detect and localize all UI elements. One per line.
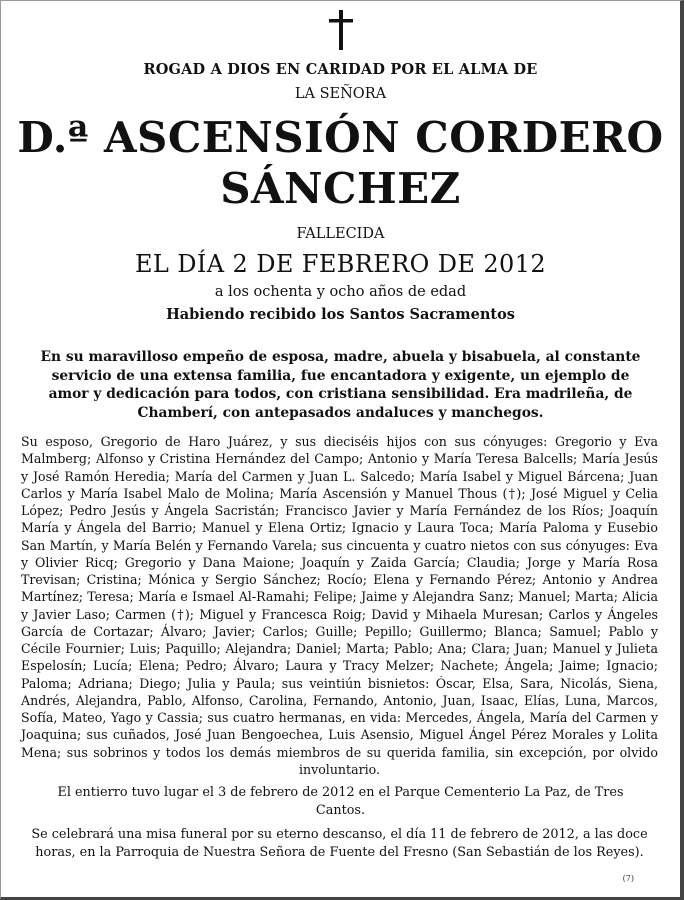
- reference-number: (7): [622, 874, 634, 883]
- title-line: LA SEÑORA: [294, 86, 387, 102]
- family-paragraph: Su esposo, Gregorio de Haro Juárez, y sus dieciséis hijos con sus cónyuges: Gregorio y Eva Malmberg; Alfonso y Cristina Hernández del Campo; Antonio y María Teresa Balcells; María Jesús y José Ramón Heredia; María del Carmen y Juan L. Salcedo; María Isabel y Miguel Bárcena; Juan Carlos y María Isabel Malo de Molina; María Ascensión y Manuel Thous (†); José Miguel y Celia López; Pedro Jesús y Ángela Sacristán; Francisco Javier y María Fernández de los Ríos; Joaquín María y Ángela del Barrio; Manuel y Elena Ortiz; Ignacio y Laura Toca; María Paloma y Eusebio San Martín, y María Belén y Fernando Varela; sus cincuenta y cuatro nietos con sus cónyuges: Eva y Olivier Ricq; Gregorio y Dana Maione; Joaquín y Zaida García; Claudia; Jorge y María Rosa Trevisan; Cristina; Mónica y Sergio Sánchez; Rocío; Elena y Fernando Pérez; Antonio y Andrea Martínez; Teresa; María e Ismael Al-Ramahi; Felipe; Jaime y Alejandra Sanz; Manuel; Marta; Alicia y Javier Laso; Carmen (†); Miguel y Francesca Roig; David y Mihaela Muresan; Carlos y Ángeles García de Cortazar; Álvaro; Javier; Carlos; Guille; Pepillo; Guillermo; Blanca; Samuel; Pablo y Cécile Fournier; Luis; Paquillo; Alejandra; Daniel; Marta; Pablo; Ana; Clara; Juan; Manuel y Julieta Espelosín; Lucía; Elena; Pedro; Álvaro; Laura y Tracy Melzer; Nachete; Ángela; Jaime; Ignacio; Paloma; Adriana; Diego; Julia y Paula; sus veintiún bisnietos: Óscar, Elsa, Sara, Nicolás, Siena, Andrés, Alejandra, Pablo, Alfonso, Carolina, Fernando, Antonio, Juan, Isaac, Elías, Luna, Marcos, Sofía, Mateo, Yago y Cassia; sus cuatro hermanas, en vida: Mercedes, Ángela, María del Carmen y Joaquina; sus cuñados, José Juan Bengoechea, Luis Asensio, Miguel Ángel Pérez Morales y Lolita Mena; sus sobrinos y todos los demás miembros de su querida familia, sin excepción, por olvido involuntario.: [21, 434, 658, 777]
- name-line-1: D.ª ASCENSIÓN CORDERO: [17, 113, 664, 162]
- prayer-line: ROGAD A DIOS EN CARIDAD POR EL ALMA DE: [143, 61, 538, 78]
- burial-paragraph: El entierro tuvo lugar el 3 de febrero de 2012 en el Parque Cementerio La Paz, de Tres Cantos.: [57, 785, 624, 818]
- age-line: a los ochenta y ocho años de edad: [214, 284, 467, 300]
- deceased-name: [1, 112, 680, 214]
- death-date: EL DÍA 2 DE FEBRERO DE 2012: [134, 250, 547, 278]
- status-line: FALLECIDA: [296, 226, 385, 242]
- cross-icon: [1, 10, 680, 52]
- name-line-2: SÁNCHEZ: [220, 164, 461, 213]
- mass-paragraph: Se celebrará una misa funeral por su eterno descanso, el día 11 de febrero de 2012, a las doce horas, en la Parroquia de Nuestra Señora de Fuente del Fresno (San Sebastián de los Reyes).: [31, 827, 648, 860]
- praise-paragraph: En su maravilloso empeño de esposa, madre, abuela y bisabuela, al constante servicio de una extensa familia, fue encantadora y exigente, un ejemplo de amor y dedicación para todos, con cristiana sensibilidad. Era madrileña, de Chamberí, con antepasados andaluces y manchegos.: [40, 349, 641, 421]
- sacraments-line: Habiendo recibido los Santos Sacramentos: [166, 306, 515, 323]
